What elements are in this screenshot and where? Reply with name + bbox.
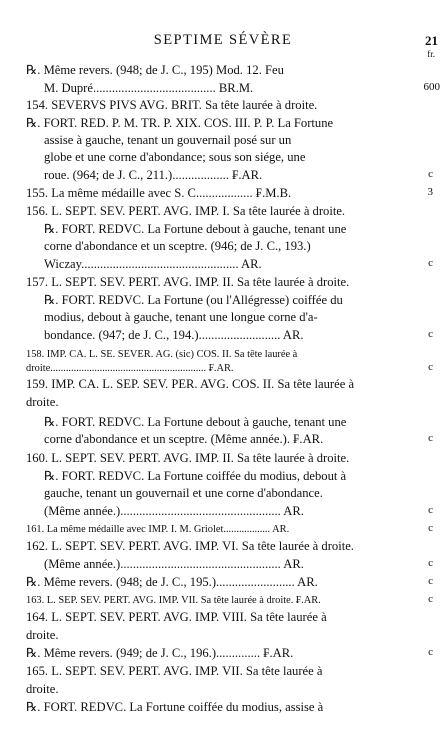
catalogue-line: 155. La même médaille avec S. C.................. ₣.M.B. (26, 186, 292, 200)
catalogue-line: ℞. FORT. REDVC. La Fortune debout à gauche, tenant une (44, 222, 347, 236)
currency-label: fr. (427, 49, 435, 59)
catalogue-line: 158. IMP. CA. L. SE. SEVER. AG. (sic) COS. II. Sa tête laurée à (26, 349, 298, 360)
price-value: c (428, 168, 433, 180)
catalogue-line: ℞. FORT. REDVC. La Fortune debout à gauche, tenant une (44, 415, 347, 429)
price-value: c (428, 504, 433, 516)
catalogue-line: globe et une corne d'abondance; sous son siége, une (44, 150, 306, 164)
catalogue-line: droite. (26, 682, 59, 696)
price-value: c (428, 432, 433, 444)
catalogue-line: droite. (26, 395, 59, 409)
catalogue-line: ℞. FORT. REDVC. La Fortune (ou l'Allégresse) coiffée du (44, 293, 343, 307)
catalogue-line: 160. L. SEPT. SEV. PERT. AVG. IMP. II. Sa tête laurée à droite. (26, 451, 350, 465)
price-value: 3 (427, 186, 433, 198)
catalogue-line: ℞. Même revers. (949; de J. C., 196.).............. ₣.AR. (26, 646, 294, 660)
catalogue-line: assise à gauche, tenant un gouvernail posé sur un (44, 133, 292, 147)
catalogue-line: 161. La même médaille avec IMP. I. M. Griolet.................. AR. (26, 524, 290, 535)
catalogue-line: modius, debout à gauche, tenant une longue corne d'a- (44, 310, 318, 324)
catalogue-line: 163. L. SEP. SEV. PERT. AVG. IMP. VII. Sa tête laurée à droite. ₣.AR. (26, 595, 321, 606)
catalogue-line: ℞. FORT. RED. P. M. TR. P. XIX. COS. III. P. P. La Fortune (26, 116, 334, 130)
price-value: c (428, 328, 433, 340)
catalogue-line: droite............................................................ ₣.AR. (26, 363, 234, 374)
catalogue-line: 154. SEVERVS PIVS AVG. BRIT. Sa tête laurée à droite. (26, 98, 318, 112)
catalogue-line: (Même année.)................................................... AR. (44, 504, 304, 518)
catalogue-line: corne d'abondance et un sceptre. (946; de J. C., 193.) (44, 239, 311, 253)
catalogue-line: roue. (964; de J. C., 211.).................. ₣.AR. (44, 168, 263, 182)
catalogue-line: 159. IMP. CA. L. SEP. SEV. PER. AVG. COS. II. Sa tête laurée à (26, 377, 355, 391)
catalogue-line: 156. L. SEPT. SEV. PERT. AVG. IMP. I. Sa tête laurée à droite. (26, 204, 346, 218)
catalogue-line: (Même année.)................................................... AR. (44, 557, 304, 571)
price-value: c (428, 522, 433, 534)
catalogue-line: corne d'abondance et un sceptre. (Même année.). ₣.AR. (44, 432, 324, 446)
catalogue-line: 165. L. SEPT. SEV. PERT. AVG. IMP. VII. Sa tête laurée à (26, 664, 323, 678)
price-value: c (428, 575, 433, 587)
catalogue-line: Wiczay.................................................. AR. (44, 257, 262, 271)
price-value: c (428, 593, 433, 605)
price-value: 600 (423, 81, 440, 93)
page-number: 21 (425, 33, 438, 48)
catalogue-line: 164. L. SEPT. SEV. PERT. AVG. IMP. VIII. Sa tête laurée à (26, 610, 327, 624)
catalogue-line: gauche, tenant un gouvernail et une corne d'abondance. (44, 486, 323, 500)
price-value: c (428, 557, 433, 569)
price-value: c (428, 361, 433, 373)
price-value: c (428, 646, 433, 658)
page-header-title: SEPTIME SÉVÈRE (153, 32, 293, 48)
catalogue-line: ℞. Même revers. (948; de J. C., 195) Mod. 12. Feu (26, 63, 284, 77)
price-value: c (428, 257, 433, 269)
catalogue-line: 162. L. SEPT. SEV. PERT. AVG. IMP. VI. Sa tête laurée à droite. (26, 539, 354, 553)
catalogue-line: 157. L. SEPT. SEV. PERT. AVG. IMP. II. Sa tête laurée à droite. (26, 275, 350, 289)
catalogue-line: droite. (26, 628, 59, 642)
catalogue-line: ℞. Même revers. (948; de J. C., 195.)......................... AR. (26, 575, 318, 589)
catalogue-line: ℞. FORT. REDVC. La Fortune coiffée du modius, assise à (26, 700, 324, 714)
catalogue-line: bondance. (947; de J. C., 194.).......................... AR. (44, 328, 304, 342)
catalogue-line: ℞. FORT. REDVC. La Fortune coiffée du modius, debout à (44, 469, 347, 483)
catalogue-line: M. Dupré....................................... BR.M. (44, 81, 254, 95)
